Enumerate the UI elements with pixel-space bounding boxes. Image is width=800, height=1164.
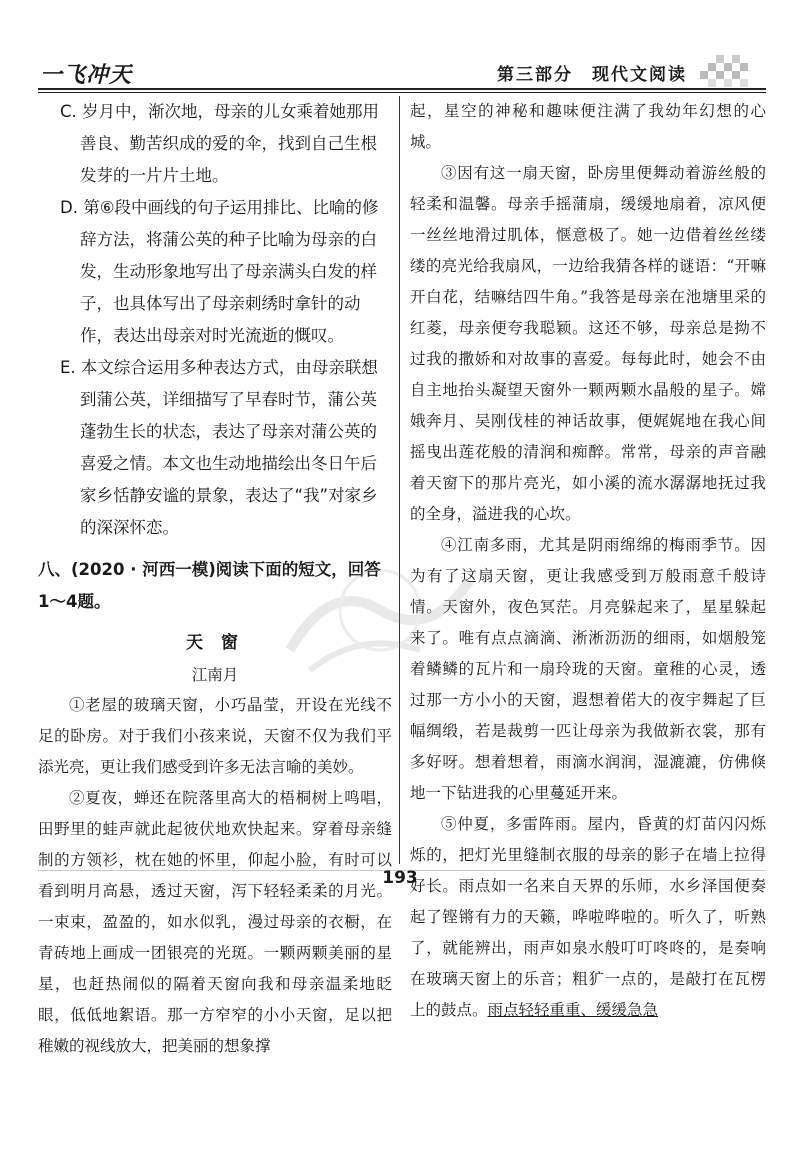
paragraph-2: ②夏夜，蝉还在院落里高大的梧桐树上鸣唱，田野里的蛙声就此起彼伏地欢快起来。穿着母亲缝制的方领衫，枕在她的怀里，仰起小脸，有时可以看到明月高悬，透过天窗，泻下轻轻柔柔的月光。一束束，盈盈的，如水似乳，漫过母亲的衣橱，在青砖地上画成一团银亮的光斑。一颗两颗美丽的星星，也赶热闹似的隔着天窗向我和母亲温柔地眨眼，低低地絮语。那一方窄窄的小小天窗，足以把稚嫩的视线放大，把美丽的想象撑 — [38, 789, 392, 1055]
checker-pattern-icon — [700, 54, 748, 88]
header-rule-thin — [38, 92, 766, 93]
question-heading: 八、(2020 · 河西一模)阅读下面的短文，回答1～4题。 — [38, 560, 381, 611]
section-title: 第三部分 现代文阅读 — [497, 65, 687, 85]
article-title: 天 窗 — [186, 633, 244, 653]
paragraph-5 — [410, 809, 766, 1026]
paragraph-2-continued: 起，星空的神秘和趣味便注满了我幼年幻想的心城。 — [410, 102, 766, 151]
underlined-sentence: 雨点轻轻重重、缓缓急急 — [487, 1001, 659, 1019]
article-author: 江南月 — [191, 666, 239, 684]
option-e: E. 本文综合运用多种表达方式，由母亲联想到蒲公英，详细描写了早春时节，蒲公英蓬勃生长的状态，表达了母亲对蒲公英的喜爱之情。本文也生动地描绘出冬日午后家乡恬静安谧的景象，表达了“我”对家乡的深深怀恋。 — [60, 358, 378, 537]
page-number: 193 — [382, 868, 418, 888]
paragraph-3: ③因有这一扇天窗，卧房里便舞动着游丝般的轻柔和温馨。母亲手摇蒲扇，缓缓地扇着，凉风便一丝丝地滑过肌体，惬意极了。她一边借着丝丝缕缕的亮光给我扇风，一边给我猜各样的谜语：“开嘛开白花，结嘛结四牛角。”我答是母亲在池塘里采的红菱，母亲便夸我聪颖。这还不够，母亲总是拗不过我的撒娇和对故事的喜爱。每每此时，她会不由自主地抬头凝望天窗外一颗两颗水晶般的星子。嫦娥奔月、吴刚伐桂的神话故事，便娓娓地在我心间摇曳出莲花般的清润和痴醉。常常，母亲的声音融着天窗下的那片亮光，如小溪的流水潺潺地抚过我的全身，溢进我的心坎。 — [410, 164, 766, 523]
paragraph-5-text: ⑤仲夏，多雷阵雨。屋内，昏黄的灯苗闪闪烁烁的，把灯光里缝制衣服的母亲的影子在墙上拉得好长。雨点如一名来自天界的乐师，水乡泽国便奏起了铿锵有力的天籁，哗啦哗啦的。听久了，听熟了，就能辨出，雨声如泉水般叮叮咚咚的，是奏响在玻璃天窗上的乐音；粗犷一点的，是敲打在瓦楞上的鼓点。 — [410, 815, 766, 1019]
header-rule — [38, 88, 766, 90]
paragraph-4: ④江南多雨，尤其是阴雨绵绵的梅雨季节。因为有了这扇天窗，更让我感受到万般雨意千般诗情。天窗外，夜色冥茫。月亮躲起来了，星星躲起来了。唯有点点滴滴、淅淅沥沥的细雨，如烟般笼着鳞鳞的瓦片和一扇玲珑的天窗。童稚的心灵，透过那一方小小的天窗，遐想着偌大的夜宇舞起了巨幅绸缎，若是裁剪一匹让母亲为我做新衣裳，那有多好呀。想着想着，雨滴水润润，湿漉漉，仿佛倏地一下钻进我的心里蔓延开来。 — [410, 536, 766, 802]
page-header — [0, 0, 800, 92]
brand-logo: 一飞冲天 — [40, 63, 133, 88]
paragraph-1: ①老屋的玻璃天窗，小巧晶莹，开设在光线不足的卧房。对于我们小孩来说，天窗不仅为我们平添光亮，更让我们感受到许多无法言喻的美妙。 — [38, 696, 392, 776]
column-divider — [399, 96, 400, 864]
option-c: C. 岁月中，渐次地，母亲的儿女乘着她那用善良、勤苦织成的爱的伞，找到自己生根发芽的一片片土地。 — [60, 102, 380, 185]
option-d: D. 第⑥段中画线的句子运用排比、比喻的修辞方法，将蒲公英的种子比喻为母亲的白发，生动形象地写出了母亲满头白发的样子，也具体写出了母亲刺绣时拿针的动作，表达出母亲对时光流逝的慨叹。 — [60, 198, 379, 345]
watermark-logo-icon — [270, 540, 490, 690]
